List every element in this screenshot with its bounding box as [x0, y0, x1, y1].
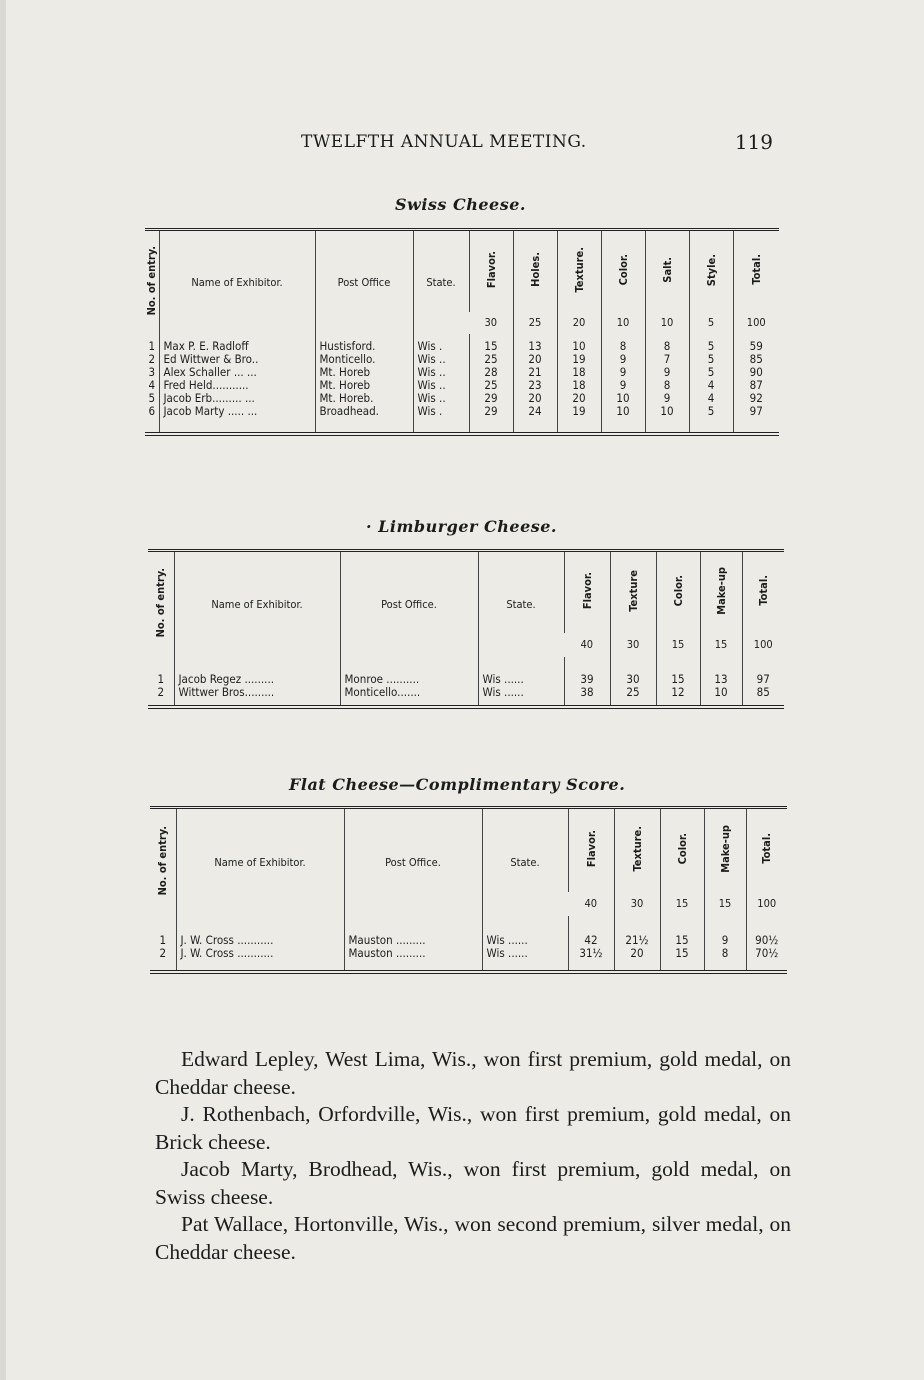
flat-max-score: 15 — [660, 892, 704, 916]
swiss-col-score: Salt. — [645, 230, 689, 312]
flat-max-score: 15 — [704, 892, 746, 916]
paragraph: Pat Wallace, Hortonville, Wis., won second premium, silver medal, on Cheddar cheese. — [155, 1212, 791, 1264]
swiss-col-name: Name of Exhibitor. — [159, 230, 315, 334]
premium-awards-text — [155, 1046, 791, 1266]
flat-max-score: 30 — [614, 892, 660, 916]
limburger-max-score: 15 — [700, 633, 742, 657]
swiss-max-score: 10 — [645, 312, 689, 334]
table-row: 1 Max P. E. Radloff Hustisford. Wis . 15 13 10 8 8 5 59 — [145, 340, 779, 353]
swiss-max-score: 5 — [689, 312, 733, 334]
flat-col-score: Texture. — [614, 808, 660, 892]
limburger-max-score: 100 — [742, 633, 784, 657]
limburger-col-state: State. — [478, 551, 564, 657]
limburger-col-score: Total. — [742, 551, 784, 633]
flat-col-state: State. — [482, 808, 568, 916]
swiss-col-score: Texture. — [557, 230, 601, 312]
flat-table-title: Flat Cheese—Complimentary Score. — [289, 775, 626, 794]
swiss-col-entry-no: No. of entry. — [145, 246, 159, 316]
swiss-max-score: 10 — [601, 312, 645, 334]
limburger-col-score: Color. — [656, 551, 700, 633]
swiss-score-table — [145, 228, 779, 436]
flat-score-table — [150, 806, 787, 974]
table-row: 2 Ed Wittwer & Bro.. Monticello. Wis .. 25 20 19 9 7 5 85 — [145, 353, 779, 366]
limburger-col-score: Make-up — [700, 551, 742, 633]
table-row: 1 Jacob Regez ......... Monroe .......... Wis ...... 39 30 15 13 97 — [148, 673, 784, 686]
flat-col-score: Make-up — [704, 808, 746, 892]
running-head — [145, 132, 785, 156]
swiss-col-score: Style. — [689, 230, 733, 312]
table-row: 2 Wittwer Bros......... Monticello....... Wis ...... 38 25 12 10 85 — [148, 686, 784, 699]
page-edge — [0, 0, 6, 1380]
swiss-col-post-office: Post Office — [315, 230, 413, 334]
limburger-col-post-office: Post Office. — [340, 551, 478, 657]
paragraph: Jacob Marty, Brodhead, Wis., won first premium, gold medal, on Swiss cheese. — [155, 1157, 791, 1209]
swiss-col-score: Color. — [601, 230, 645, 312]
limburger-max-score: 30 — [610, 633, 656, 657]
flat-max-score: 100 — [746, 892, 787, 916]
running-title: TWELFTH ANNUAL MEETING. — [301, 132, 587, 152]
flat-col-post-office: Post Office. — [344, 808, 482, 916]
flat-col-score: Flavor. — [568, 808, 614, 892]
limburger-col-name: Name of Exhibitor. — [174, 551, 340, 657]
swiss-max-score: 30 — [484, 316, 498, 329]
flat-col-name: Name of Exhibitor. — [176, 808, 344, 916]
swiss-col-score: Total. — [733, 230, 779, 312]
limburger-col-score: Flavor. — [564, 551, 610, 633]
flat-max-score: 40 — [584, 897, 598, 910]
swiss-table-title: Swiss Cheese. — [395, 195, 526, 214]
swiss-col-score: Flavor. — [469, 230, 513, 312]
paragraph: J. Rothenbach, Orfordville, Wis., won first premium, gold medal, on Brick cheese. — [155, 1102, 791, 1154]
flat-col-score: Color. — [660, 808, 704, 892]
table-row: 3 Alex Schaller ... ... Mt. Horeb Wis .. 28 21 18 9 9 5 90 — [145, 366, 779, 379]
table-row: 1 J. W. Cross ........... Mauston ......... Wis ...... 42 21½ 15 9 90½ — [150, 934, 787, 947]
limburger-col-entry-no: No. of entry. — [154, 568, 168, 638]
limburger-score-table — [148, 549, 784, 709]
table-row: 6 Jacob Marty ..... ... Broadhead. Wis . 29 24 19 10 10 5 97 — [145, 405, 779, 418]
limburger-max-score: 15 — [656, 633, 700, 657]
table-row: 5 Jacob Erb......... ... Mt. Horeb. Wis .. 29 20 20 10 9 4 92 — [145, 392, 779, 405]
limburger-table-title: · Limburger Cheese. — [366, 517, 557, 536]
flat-col-score: Total. — [746, 808, 787, 892]
swiss-max-score: 25 — [513, 312, 557, 334]
flat-col-entry-no: No. of entry. — [156, 826, 170, 896]
table-row: 2 J. W. Cross ........... Mauston ......... Wis ...... 31½ 20 15 8 70½ — [150, 947, 787, 960]
swiss-max-score: 100 — [733, 312, 779, 334]
swiss-col-state: State. — [413, 230, 469, 334]
paragraph: Edward Lepley, West Lima, Wis., won first premium, gold medal, on Cheddar cheese. — [155, 1047, 791, 1099]
swiss-col-score: Holes. — [513, 230, 557, 312]
limburger-max-score: 40 — [580, 638, 594, 651]
table-row: 4 Fred Held........... Mt. Horeb Wis .. 25 23 18 9 8 4 87 — [145, 379, 779, 392]
limburger-col-score: Texture — [610, 551, 656, 633]
page-number: 119 — [734, 130, 773, 154]
swiss-max-score: 20 — [557, 312, 601, 334]
